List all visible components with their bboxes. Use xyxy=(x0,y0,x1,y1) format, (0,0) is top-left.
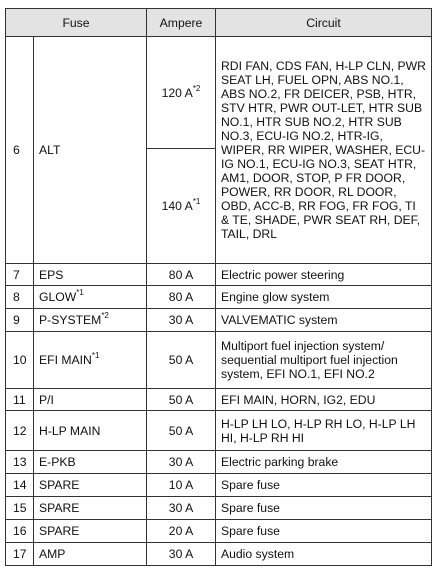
footnote-mark: *1 xyxy=(76,288,84,298)
fuse-name-cell xyxy=(34,389,147,411)
table-row xyxy=(6,497,432,520)
fuse-name-cell xyxy=(34,264,147,286)
footnote-mark: *2 xyxy=(192,83,201,93)
ampere-value: 30 A xyxy=(147,309,216,332)
circuit-cell: Spare fuse xyxy=(216,497,432,520)
ampere-value: 50 A xyxy=(147,389,216,411)
ampere-value: 50 A xyxy=(147,411,216,451)
fuse-name: P-SYSTEM xyxy=(39,313,102,328)
table-row xyxy=(6,520,432,543)
fuse-name-cell xyxy=(34,520,147,543)
ampere-value: 10 A xyxy=(147,474,216,497)
fuse-number: 17 xyxy=(6,543,34,566)
table-row xyxy=(6,309,432,332)
fuse-name-cell xyxy=(34,309,147,332)
circuit-cell: Multiport fuel injection system/ sequential multiport fuel injection system, EFI NO.1, EFI NO.2 xyxy=(216,332,432,389)
fuse-name-cell xyxy=(34,332,147,389)
ampere-value: 80 A xyxy=(147,286,216,309)
ampere-value: 30 A xyxy=(147,497,216,520)
ampere-cell xyxy=(147,149,216,264)
fuse-table-container xyxy=(5,8,432,566)
ampere-value: 50 A xyxy=(147,332,216,389)
fuse-name: SPARE xyxy=(39,501,80,515)
table-row xyxy=(6,389,432,411)
fuse-name: H-LP MAIN xyxy=(39,423,101,438)
fuse-name: EFI MAIN xyxy=(39,353,92,368)
footnote-mark: *2 xyxy=(101,311,109,321)
table-row xyxy=(6,451,432,474)
fuse-name: AMP xyxy=(39,547,66,561)
fuse-number: 11 xyxy=(6,389,34,411)
circuit-cell: EFI MAIN, HORN, IG2, EDU xyxy=(216,389,432,411)
fuse-number: 14 xyxy=(6,474,34,497)
circuit-cell: H-LP LH LO, H-LP RH LO, H-LP LH HI, H-LP RH HI xyxy=(216,411,432,451)
footnote-mark: *1 xyxy=(91,351,100,361)
ampere-value: 120 A xyxy=(161,86,193,101)
table-row xyxy=(6,543,432,566)
ampere-value: 140 A xyxy=(161,199,193,214)
circuit-cell: Audio system xyxy=(216,543,432,566)
fuse-number: 8 xyxy=(6,286,34,309)
table-row xyxy=(6,332,432,389)
fuse-name-cell xyxy=(34,497,147,520)
table-row xyxy=(6,474,432,497)
fuse-number: 6 xyxy=(6,37,34,264)
fuse-number: 9 xyxy=(6,309,34,332)
fuse-number: 15 xyxy=(6,497,34,520)
fuse-number: 13 xyxy=(6,451,34,474)
header-row xyxy=(6,9,432,37)
ampere-value: 30 A xyxy=(147,451,216,474)
circuit-cell: Electric power steering xyxy=(216,264,432,286)
table-row xyxy=(6,264,432,286)
fuse-name: SPARE xyxy=(39,524,80,538)
fuse-name: SPARE xyxy=(39,478,80,492)
fuse-number: 7 xyxy=(6,264,34,286)
fuse-name: EPS xyxy=(39,267,64,282)
fuse-name-cell xyxy=(34,474,147,497)
fuse-number: 10 xyxy=(6,332,34,389)
fuse-table xyxy=(5,8,432,566)
fuse-name-cell xyxy=(34,451,147,474)
circuit-cell: Engine glow system xyxy=(216,286,432,309)
fuse-name-cell xyxy=(34,411,147,451)
fuse-name-cell xyxy=(34,286,147,309)
fuse-name: GLOW xyxy=(39,290,77,305)
footnote-mark: *1 xyxy=(192,197,201,207)
fuse-name-cell xyxy=(34,543,147,566)
circuit-cell: Spare fuse xyxy=(216,520,432,543)
ampere-cell xyxy=(147,37,216,149)
fuse-name: E-PKB xyxy=(39,455,76,469)
circuit-cell: RDI FAN, CDS FAN, H-LP CLN, PWR SEAT LH, FUEL OPN, ABS NO.1, ABS NO.2, FR DEICER, PSB, HTR, STV HTR, PWR OUT-LET, HTR SUB NO.1, HTR SUB NO.2, HTR SUB NO.3, ECU-IG NO.2, HTR-IG, WIPER, RR WIPER, WASHER, ECU-IG NO.1, ECU-IG NO.3, SEAT HTR, AM1, DOOR, STOP, P FR DOOR, POWER, RR DOOR, RL DOOR, OBD, ACC-B, RR FOG, FR FOG, TI & TE, SHADE, PWR SEAT RH, DEF, TAIL, DRL xyxy=(216,37,432,264)
fuse-number: 12 xyxy=(6,411,34,451)
fuse-name: P/I xyxy=(39,392,54,407)
header-fuse: Fuse xyxy=(6,9,147,37)
table-row xyxy=(6,286,432,309)
fuse-name: ALT xyxy=(34,37,147,264)
ampere-value: 30 A xyxy=(147,543,216,566)
header-circuit: Circuit xyxy=(216,9,432,37)
table-row xyxy=(6,411,432,451)
circuit-cell: Spare fuse xyxy=(216,474,432,497)
circuit-cell: VALVEMATIC system xyxy=(216,309,432,332)
ampere-value: 20 A xyxy=(147,520,216,543)
table-row-6a xyxy=(6,37,432,149)
header-ampere: Ampere xyxy=(147,9,216,37)
circuit-cell: Electric parking brake xyxy=(216,451,432,474)
ampere-value: 80 A xyxy=(147,264,216,286)
fuse-number: 16 xyxy=(6,520,34,543)
